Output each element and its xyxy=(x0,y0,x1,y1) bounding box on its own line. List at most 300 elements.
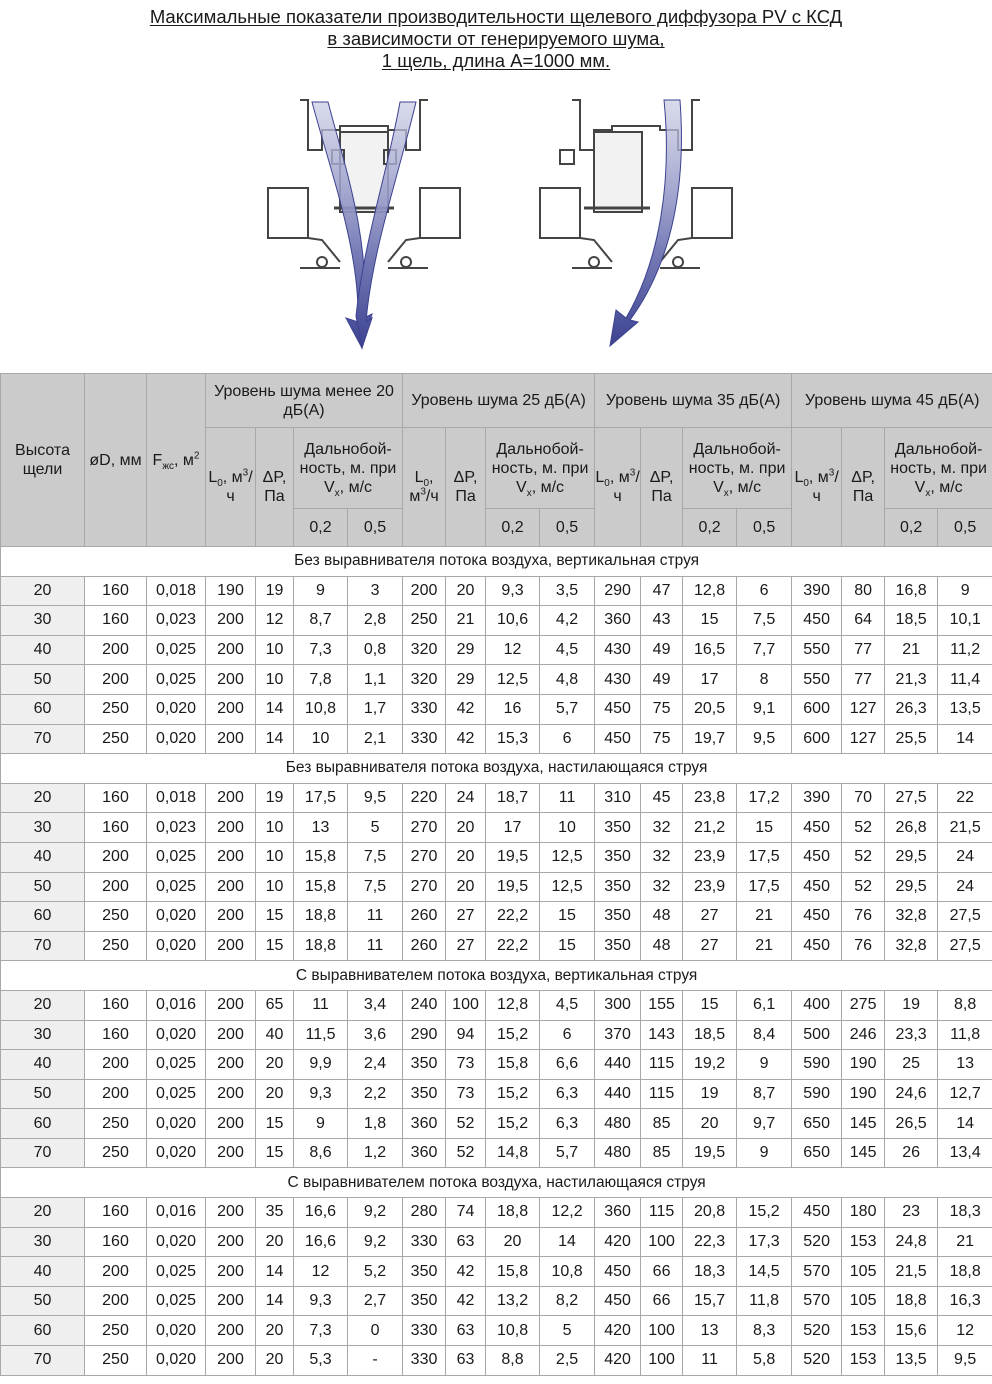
table-cell: 17,5 xyxy=(294,783,348,813)
table-cell: 63 xyxy=(446,1227,486,1257)
table-cell: 370 xyxy=(595,1020,641,1050)
table-cell: 450 xyxy=(595,694,641,724)
table-cell: 7,3 xyxy=(294,1316,348,1346)
table-cell: 20 xyxy=(446,842,486,872)
table-cell: 25,5 xyxy=(885,724,938,754)
table-cell: 66 xyxy=(641,1286,683,1316)
table-cell: 18,3 xyxy=(938,1198,992,1228)
table-cell: 4,5 xyxy=(540,990,595,1020)
table-cell: 18,5 xyxy=(683,1020,737,1050)
table-cell: 0,020 xyxy=(147,694,206,724)
table-cell: 42 xyxy=(446,1257,486,1287)
table-cell: 330 xyxy=(403,1346,446,1376)
table-cell: 350 xyxy=(403,1257,446,1287)
table-cell: 26,3 xyxy=(885,694,938,724)
table-cell: 15,2 xyxy=(486,1020,540,1050)
table-cell: 260 xyxy=(403,931,446,961)
table-cell: 360 xyxy=(595,1198,641,1228)
table-cell: 350 xyxy=(595,931,641,961)
table-cell: 10 xyxy=(256,635,294,665)
table-cell: 0,025 xyxy=(147,842,206,872)
table-cell: 153 xyxy=(842,1316,885,1346)
table-cell: 19 xyxy=(256,576,294,606)
table-cell: 10,8 xyxy=(486,1316,540,1346)
table-cell: 250 xyxy=(403,606,446,636)
header-area: $F_{жс}$, $м^2$ xyxy=(147,374,206,547)
table-cell: 63 xyxy=(446,1346,486,1376)
table-cell: 24,6 xyxy=(885,1079,938,1109)
section-title: С выравнивателем потока воздуха, вертикальная струя xyxy=(1,961,992,991)
table-cell: 23,9 xyxy=(683,872,737,902)
table-cell: 32,8 xyxy=(885,931,938,961)
table-cell: 160 xyxy=(85,1020,147,1050)
table-cell: 0,020 xyxy=(147,1138,206,1168)
table-cell: 280 xyxy=(403,1198,446,1228)
table-cell: 40 xyxy=(1,635,85,665)
table-cell: 0,025 xyxy=(147,1257,206,1287)
table-cell: 70 xyxy=(1,931,85,961)
table-cell: 19,5 xyxy=(486,842,540,872)
table-cell: 27 xyxy=(446,931,486,961)
table-row xyxy=(1,1079,992,1109)
table-row xyxy=(1,1316,992,1346)
table-cell: 8,7 xyxy=(737,1079,792,1109)
table-cell: 5,3 xyxy=(294,1346,348,1376)
table-cell: 450 xyxy=(595,1257,641,1287)
table-cell: 16 xyxy=(486,694,540,724)
table-cell: 10,1 xyxy=(938,606,992,636)
table-cell: 600 xyxy=(792,724,842,754)
table-row xyxy=(1,872,992,902)
table-cell: 10,8 xyxy=(540,1257,595,1287)
table-cell: 30 xyxy=(1,1020,85,1050)
table-cell: 100 xyxy=(641,1227,683,1257)
table-cell: 3 xyxy=(348,576,403,606)
table-cell: 70 xyxy=(1,1138,85,1168)
table-cell: 200 xyxy=(206,783,256,813)
table-cell: 14 xyxy=(256,1286,294,1316)
table-cell: 450 xyxy=(792,1198,842,1228)
table-cell: 250 xyxy=(85,1346,147,1376)
table-cell: 15,6 xyxy=(885,1316,938,1346)
table-cell: 7,7 xyxy=(737,635,792,665)
table-cell: 15 xyxy=(683,990,737,1020)
table-cell: 12,8 xyxy=(486,990,540,1020)
table-cell: 550 xyxy=(792,665,842,695)
table-cell: 200 xyxy=(85,842,147,872)
table-cell: 15,8 xyxy=(294,872,348,902)
table-cell: 19,2 xyxy=(683,1050,737,1080)
table-row xyxy=(1,694,992,724)
table-cell: 143 xyxy=(641,1020,683,1050)
table-cell: 200 xyxy=(206,902,256,932)
table-cell: 40 xyxy=(1,842,85,872)
table-cell: 80 xyxy=(842,576,885,606)
table-cell: 330 xyxy=(403,1316,446,1346)
table-cell: 270 xyxy=(403,842,446,872)
table-cell: 15,8 xyxy=(486,1050,540,1080)
table-cell: 250 xyxy=(85,694,147,724)
table-cell: 4,5 xyxy=(540,635,595,665)
table-cell: 275 xyxy=(842,990,885,1020)
table-cell: 11,2 xyxy=(938,635,992,665)
table-cell: 200 xyxy=(206,1198,256,1228)
table-cell: 15 xyxy=(683,606,737,636)
table-cell: 450 xyxy=(792,902,842,932)
table-row xyxy=(1,665,992,695)
table-cell: 0,016 xyxy=(147,990,206,1020)
table-cell: 52 xyxy=(842,872,885,902)
table-cell: 246 xyxy=(842,1020,885,1050)
table-cell: 200 xyxy=(206,635,256,665)
table-cell: 200 xyxy=(206,1050,256,1080)
page-title xyxy=(0,6,992,72)
table-cell: 3,5 xyxy=(540,576,595,606)
table-cell: 9,7 xyxy=(737,1109,792,1139)
table-cell: 155 xyxy=(641,990,683,1020)
table-cell: 200 xyxy=(206,1020,256,1050)
table-row xyxy=(1,1227,992,1257)
table-cell: 13 xyxy=(683,1316,737,1346)
table-cell: 160 xyxy=(85,990,147,1020)
table-row xyxy=(1,1257,992,1287)
table-cell: 15 xyxy=(256,1138,294,1168)
table-cell: 40 xyxy=(256,1020,294,1050)
table-cell: 40 xyxy=(1,1050,85,1080)
table-cell: 8,4 xyxy=(737,1020,792,1050)
table-cell: 5,7 xyxy=(540,694,595,724)
table-cell: 350 xyxy=(595,813,641,843)
table-cell: 65 xyxy=(256,990,294,1020)
table-cell: 15,2 xyxy=(486,1079,540,1109)
table-cell: 8,8 xyxy=(938,990,992,1020)
table-cell: 20,8 xyxy=(683,1198,737,1228)
table-cell: 440 xyxy=(595,1050,641,1080)
table-cell: 20 xyxy=(446,576,486,606)
table-row xyxy=(1,783,992,813)
table-row xyxy=(1,813,992,843)
table-cell: 24,8 xyxy=(885,1227,938,1257)
table-cell: 0,020 xyxy=(147,1109,206,1139)
table-cell: 200 xyxy=(206,1227,256,1257)
table-cell: 200 xyxy=(85,1286,147,1316)
table-cell: 200 xyxy=(206,1109,256,1139)
table-cell: 52 xyxy=(842,813,885,843)
header-airflow: $L_0$, $м^3/ч$ xyxy=(595,428,641,547)
table-cell: 153 xyxy=(842,1227,885,1257)
table-cell: 32 xyxy=(641,813,683,843)
table-cell: 160 xyxy=(85,783,147,813)
table-cell: 0,023 xyxy=(147,813,206,843)
table-cell: 0,020 xyxy=(147,724,206,754)
table-cell: 600 xyxy=(792,694,842,724)
table-cell: 9 xyxy=(938,576,992,606)
table-cell: 19 xyxy=(683,1079,737,1109)
section-heading-row xyxy=(1,547,992,577)
table-cell: 21,5 xyxy=(938,813,992,843)
table-cell: 35 xyxy=(256,1198,294,1228)
header-height: Высота щели xyxy=(1,374,85,547)
table-cell: 8 xyxy=(737,665,792,695)
table-cell: 7,5 xyxy=(737,606,792,636)
table-cell: 0,025 xyxy=(147,1286,206,1316)
table-cell: 10 xyxy=(256,813,294,843)
table-cell: 200 xyxy=(85,872,147,902)
table-cell: 29,5 xyxy=(885,872,938,902)
table-cell: 0,016 xyxy=(147,1198,206,1228)
table-cell: 20 xyxy=(446,872,486,902)
table-cell: 650 xyxy=(792,1138,842,1168)
diffuser-diagram xyxy=(0,90,992,360)
table-cell: 250 xyxy=(85,902,147,932)
table-cell: 200 xyxy=(206,1079,256,1109)
table-cell: 0,023 xyxy=(147,606,206,636)
table-cell: 200 xyxy=(85,1079,147,1109)
header-pressure-drop: ΔP, Па xyxy=(842,428,885,547)
table-cell: 70 xyxy=(1,724,85,754)
table-cell: 9 xyxy=(737,1138,792,1168)
table-cell: 360 xyxy=(595,606,641,636)
table-cell: 200 xyxy=(206,1286,256,1316)
table-cell: 21,5 xyxy=(885,1257,938,1287)
table-cell: 310 xyxy=(595,783,641,813)
table-cell: 70 xyxy=(1,1346,85,1376)
table-cell: 420 xyxy=(595,1316,641,1346)
table-cell: 45 xyxy=(641,783,683,813)
table-cell: 9,3 xyxy=(294,1286,348,1316)
table-cell: 450 xyxy=(792,931,842,961)
table-cell: 9,9 xyxy=(294,1050,348,1080)
table-cell: 26 xyxy=(885,1138,938,1168)
table-cell: 23 xyxy=(885,1198,938,1228)
table-cell: 20 xyxy=(1,576,85,606)
table-cell: 570 xyxy=(792,1286,842,1316)
table-cell: 11 xyxy=(294,990,348,1020)
table-cell: 6 xyxy=(540,1020,595,1050)
table-cell: 6 xyxy=(540,724,595,754)
table-cell: 20,5 xyxy=(683,694,737,724)
table-cell: 3,4 xyxy=(348,990,403,1020)
table-row xyxy=(1,1109,992,1139)
table-cell: 23,3 xyxy=(885,1020,938,1050)
table-cell: 18,3 xyxy=(683,1257,737,1287)
header-throw-range: Дальнобой-ность, м. при $V_x$, м/с xyxy=(294,428,403,509)
table-cell: 190 xyxy=(842,1050,885,1080)
table-cell: 18,8 xyxy=(294,902,348,932)
table-cell: 200 xyxy=(85,665,147,695)
table-cell: 390 xyxy=(792,783,842,813)
table-cell: 5 xyxy=(540,1316,595,1346)
table-cell: 22,2 xyxy=(486,931,540,961)
header-pressure-drop: ΔP, Па xyxy=(641,428,683,547)
table-cell: 250 xyxy=(85,1109,147,1139)
table-cell: 15 xyxy=(256,1109,294,1139)
table-row xyxy=(1,1286,992,1316)
table-cell: 21,2 xyxy=(683,813,737,843)
table-cell: 48 xyxy=(641,931,683,961)
table-cell: 1,7 xyxy=(348,694,403,724)
header-velocity-05: 0,5 xyxy=(938,509,992,547)
table-cell: 43 xyxy=(641,606,683,636)
table-cell: 20 xyxy=(256,1316,294,1346)
table-cell: 32 xyxy=(641,872,683,902)
table-row xyxy=(1,990,992,1020)
table-cell: 430 xyxy=(595,665,641,695)
table-cell: 15,8 xyxy=(294,842,348,872)
table-cell: 0,8 xyxy=(348,635,403,665)
table-cell: 24 xyxy=(938,842,992,872)
table-cell: 390 xyxy=(792,576,842,606)
table-cell: 16,5 xyxy=(683,635,737,665)
table-row xyxy=(1,1138,992,1168)
table-cell: 6,6 xyxy=(540,1050,595,1080)
table-row xyxy=(1,724,992,754)
table-cell: 590 xyxy=(792,1050,842,1080)
table-cell: 9 xyxy=(294,1109,348,1139)
table-cell: 200 xyxy=(206,931,256,961)
table-cell: 63 xyxy=(446,1316,486,1346)
table-cell: 320 xyxy=(403,665,446,695)
table-cell: 85 xyxy=(641,1109,683,1139)
table-cell: 350 xyxy=(403,1079,446,1109)
table-cell: 290 xyxy=(595,576,641,606)
table-cell: 200 xyxy=(206,694,256,724)
section-title: Без выравнивателя потока воздуха, настилающаяся струя xyxy=(1,754,992,784)
table-cell: 240 xyxy=(403,990,446,1020)
table-row xyxy=(1,842,992,872)
table-cell: 27 xyxy=(446,902,486,932)
table-cell: 13 xyxy=(938,1050,992,1080)
table-row xyxy=(1,902,992,932)
table-cell: 42 xyxy=(446,694,486,724)
table-cell: 160 xyxy=(85,1198,147,1228)
table-cell: 11,8 xyxy=(737,1286,792,1316)
table-cell: 450 xyxy=(792,842,842,872)
table-cell: 12,7 xyxy=(938,1079,992,1109)
header-velocity-05: 0,5 xyxy=(737,509,792,547)
table-cell: 27,5 xyxy=(938,902,992,932)
table-cell: 30 xyxy=(1,813,85,843)
table-cell: 20 xyxy=(256,1346,294,1376)
table-cell: 260 xyxy=(403,902,446,932)
table-cell: 20 xyxy=(1,990,85,1020)
header-diameter: øD, мм xyxy=(85,374,147,547)
table-row xyxy=(1,1050,992,1080)
table-cell: 19 xyxy=(256,783,294,813)
header-velocity-02: 0,2 xyxy=(486,509,540,547)
table-cell: 15 xyxy=(256,902,294,932)
table-cell: 200 xyxy=(85,1050,147,1080)
table-cell: 520 xyxy=(792,1316,842,1346)
table-cell: 9 xyxy=(737,1050,792,1080)
table-cell: 200 xyxy=(206,990,256,1020)
table-cell: 300 xyxy=(595,990,641,1020)
table-cell: 32 xyxy=(641,842,683,872)
table-cell: 320 xyxy=(403,635,446,665)
table-cell: 1,2 xyxy=(348,1138,403,1168)
table-cell: 13,5 xyxy=(885,1346,938,1376)
table-cell: 160 xyxy=(85,1227,147,1257)
section-title: Без выравнивателя потока воздуха, вертикальная струя xyxy=(1,547,992,577)
table-cell: 520 xyxy=(792,1346,842,1376)
table-cell: 20 xyxy=(1,783,85,813)
table-cell: 10,8 xyxy=(294,694,348,724)
table-cell: 6,3 xyxy=(540,1079,595,1109)
table-cell: 21 xyxy=(737,931,792,961)
table-cell: 50 xyxy=(1,1079,85,1109)
table-cell: 360 xyxy=(403,1138,446,1168)
table-cell: 115 xyxy=(641,1079,683,1109)
table-cell: 9,3 xyxy=(294,1079,348,1109)
table-cell: 17 xyxy=(486,813,540,843)
table-cell: 42 xyxy=(446,1286,486,1316)
header-group-45db: Уровень шума 45 дБ(А) xyxy=(792,374,992,428)
table-row xyxy=(1,1198,992,1228)
table-cell: 76 xyxy=(842,931,885,961)
table-cell: 115 xyxy=(641,1050,683,1080)
table-cell: 8,2 xyxy=(540,1286,595,1316)
table-cell: 24 xyxy=(938,872,992,902)
table-cell: 100 xyxy=(446,990,486,1020)
table-row xyxy=(1,1346,992,1376)
table-cell: 10,6 xyxy=(486,606,540,636)
table-cell: 74 xyxy=(446,1198,486,1228)
header-airflow: $L_0$, $м^3/ч$ xyxy=(792,428,842,547)
section-title: С выравнивателем потока воздуха, настилающаяся струя xyxy=(1,1168,992,1198)
table-cell: 8,8 xyxy=(486,1346,540,1376)
table-cell: 270 xyxy=(403,872,446,902)
table-cell: 14 xyxy=(540,1227,595,1257)
table-cell: 6,1 xyxy=(737,990,792,1020)
table-cell: 49 xyxy=(641,635,683,665)
table-cell: 115 xyxy=(641,1198,683,1228)
table-cell: 15,8 xyxy=(486,1257,540,1287)
header-airflow: $L_0$, $м^3/ч$ xyxy=(403,428,446,547)
table-cell: 15,7 xyxy=(683,1286,737,1316)
table-cell: 100 xyxy=(641,1316,683,1346)
table-cell: 10 xyxy=(256,665,294,695)
table-cell: 21 xyxy=(737,902,792,932)
table-cell: 15 xyxy=(737,813,792,843)
table-cell: 200 xyxy=(206,1316,256,1346)
table-cell: 16,6 xyxy=(294,1198,348,1228)
table-cell: 17,5 xyxy=(737,842,792,872)
table-cell: 24 xyxy=(446,783,486,813)
table-cell: 10 xyxy=(294,724,348,754)
table-cell: 480 xyxy=(595,1109,641,1139)
table-cell: 73 xyxy=(446,1050,486,1080)
table-cell: 330 xyxy=(403,1227,446,1257)
table-cell: 450 xyxy=(792,872,842,902)
table-cell: 12,5 xyxy=(540,872,595,902)
table-cell: 13,5 xyxy=(938,694,992,724)
table-cell: 250 xyxy=(85,1138,147,1168)
table-cell: 2,7 xyxy=(348,1286,403,1316)
table-cell: 450 xyxy=(792,606,842,636)
table-cell: 500 xyxy=(792,1020,842,1050)
diffuser-attached-section xyxy=(540,100,732,268)
table-row xyxy=(1,931,992,961)
table-cell: 520 xyxy=(792,1227,842,1257)
table-cell: 350 xyxy=(595,842,641,872)
table-cell: 14 xyxy=(938,1109,992,1139)
table-cell: 330 xyxy=(403,724,446,754)
table-cell: 50 xyxy=(1,872,85,902)
table-cell: 0,025 xyxy=(147,665,206,695)
table-cell: 27 xyxy=(683,931,737,961)
table-cell: 200 xyxy=(206,842,256,872)
table-cell: 20 xyxy=(1,1198,85,1228)
